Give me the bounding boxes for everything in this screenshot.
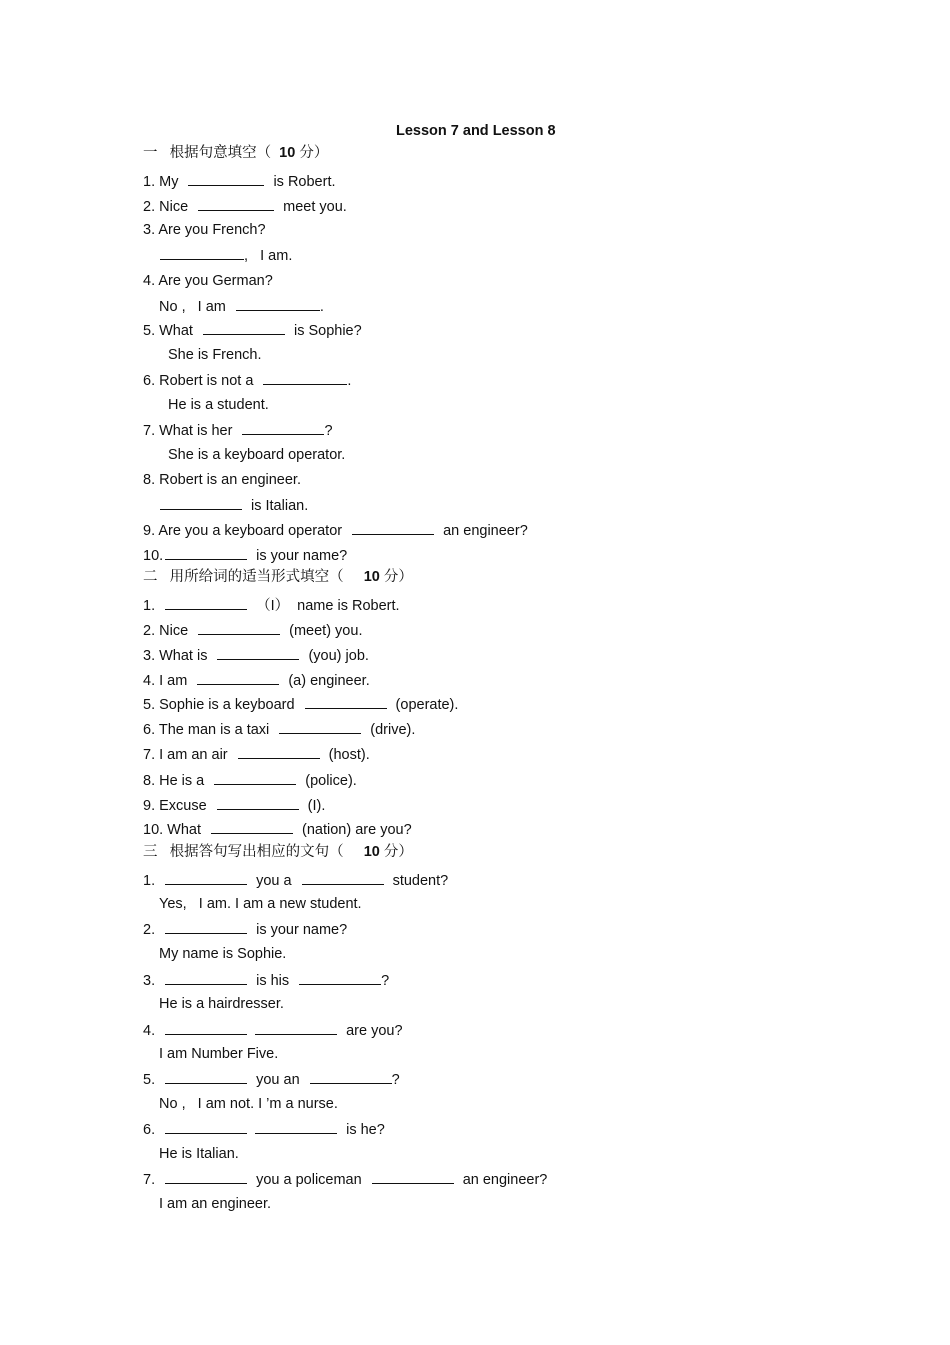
question-2-7: 7. I am an air (host).: [143, 747, 370, 763]
question-1-6: 6. Robert is not a .: [143, 373, 352, 389]
question-1-7: 7. What is her ?: [143, 423, 333, 439]
question-1-1: 1. My is Robert.: [143, 174, 336, 190]
question-3-1: 1. you a student?: [143, 873, 449, 889]
answer-line-1-3: , I am.: [150, 246, 292, 265]
question-1-3: 3. Are you French?: [143, 222, 266, 238]
question-3-2: 2. is your name?: [143, 922, 348, 938]
question-2-8: 8. He is a (police).: [143, 773, 357, 789]
answer-blank[interactable]: [214, 771, 296, 785]
question-1-4: 4. Are you German?: [143, 273, 273, 289]
response-3-3: He is a hairdresser.: [159, 996, 284, 1012]
answer-blank[interactable]: [279, 720, 361, 734]
answer-blank[interactable]: [310, 1070, 392, 1084]
response-1-7: She is a keyboard operator.: [168, 447, 346, 463]
question-3-5: 5. you an ?: [143, 1072, 400, 1088]
answer-line-1-8: is Italian.: [150, 496, 308, 515]
section-3-heading: 三 根据答句写出相应的文句（ 10 分）: [143, 844, 413, 860]
answer-blank[interactable]: [236, 297, 320, 311]
answer-blank[interactable]: [165, 1021, 247, 1035]
answer-blank[interactable]: [352, 521, 434, 535]
section-2-heading: 二 用所给词的适当形式填空（ 10 分）: [143, 569, 413, 585]
answer-line-1-4: No , I am .: [159, 299, 324, 315]
answer-blank[interactable]: [255, 1120, 337, 1134]
question-2-2: 2. Nice (meet) you.: [143, 623, 363, 639]
answer-blank[interactable]: [238, 745, 320, 759]
answer-blank[interactable]: [165, 1170, 247, 1184]
question-3-6: 6. is he?: [143, 1122, 385, 1138]
answer-blank[interactable]: [263, 371, 347, 385]
answer-blank[interactable]: [302, 871, 384, 885]
question-1-10: 10. is your name?: [143, 548, 348, 564]
section-1-heading: 一 根据句意填空（ 10 分）: [143, 145, 329, 161]
answer-blank[interactable]: [165, 871, 247, 885]
answer-blank[interactable]: [165, 920, 247, 934]
answer-blank[interactable]: [305, 695, 387, 709]
question-1-8: 8. Robert is an engineer.: [143, 472, 301, 488]
answer-blank[interactable]: [217, 796, 299, 810]
question-2-3: 3. What is (you) job.: [143, 648, 369, 664]
answer-blank[interactable]: [198, 197, 274, 211]
question-3-7: 7. you a policeman an engineer?: [143, 1172, 548, 1188]
response-3-2: My name is Sophie.: [159, 946, 287, 962]
answer-blank[interactable]: [188, 172, 264, 186]
question-1-2: 2. Nice meet you.: [143, 199, 347, 215]
response-3-4: I am Number Five.: [159, 1046, 279, 1062]
question-2-5: 5. Sophie is a keyboard (operate).: [143, 697, 459, 713]
question-3-3: 3. is his ?: [143, 973, 390, 989]
question-2-4: 4. I am (a) engineer.: [143, 673, 370, 689]
response-3-7: I am an engineer.: [159, 1196, 272, 1212]
response-1-5: She is French.: [168, 347, 262, 363]
question-1-5: 5. What is Sophie?: [143, 323, 362, 339]
response-3-1: Yes, I am. I am a new student.: [159, 896, 362, 912]
question-2-9: 9. Excuse (I).: [143, 798, 326, 814]
answer-blank[interactable]: [165, 1120, 247, 1134]
response-3-6: He is Italian.: [159, 1146, 239, 1162]
question-2-6: 6. The man is a taxi (drive).: [143, 722, 416, 738]
answer-blank[interactable]: [211, 820, 293, 834]
answer-blank[interactable]: [217, 646, 299, 660]
question-1-9: 9. Are you a keyboard operator an engineer?: [143, 523, 528, 539]
response-3-5: No , I am not. I ’m a nurse.: [159, 1096, 338, 1112]
answer-blank[interactable]: [255, 1021, 337, 1035]
answer-blank[interactable]: [299, 971, 381, 985]
answer-blank[interactable]: [165, 596, 247, 610]
question-2-10: 10. What (nation) are you?: [143, 822, 412, 838]
answer-blank[interactable]: [198, 621, 280, 635]
answer-blank[interactable]: [160, 246, 244, 260]
page-title: Lesson 7 and Lesson 8: [396, 123, 556, 139]
response-1-6: He is a student.: [168, 397, 269, 413]
answer-blank[interactable]: [165, 1070, 247, 1084]
question-2-1: 1. （I） name is Robert.: [143, 598, 400, 614]
answer-blank[interactable]: [242, 421, 324, 435]
answer-blank[interactable]: [197, 671, 279, 685]
answer-blank[interactable]: [372, 1170, 454, 1184]
answer-blank[interactable]: [165, 546, 247, 560]
answer-blank[interactable]: [160, 496, 242, 510]
answer-blank[interactable]: [165, 971, 247, 985]
question-3-4: 4. are you?: [143, 1023, 403, 1039]
answer-blank[interactable]: [203, 321, 285, 335]
